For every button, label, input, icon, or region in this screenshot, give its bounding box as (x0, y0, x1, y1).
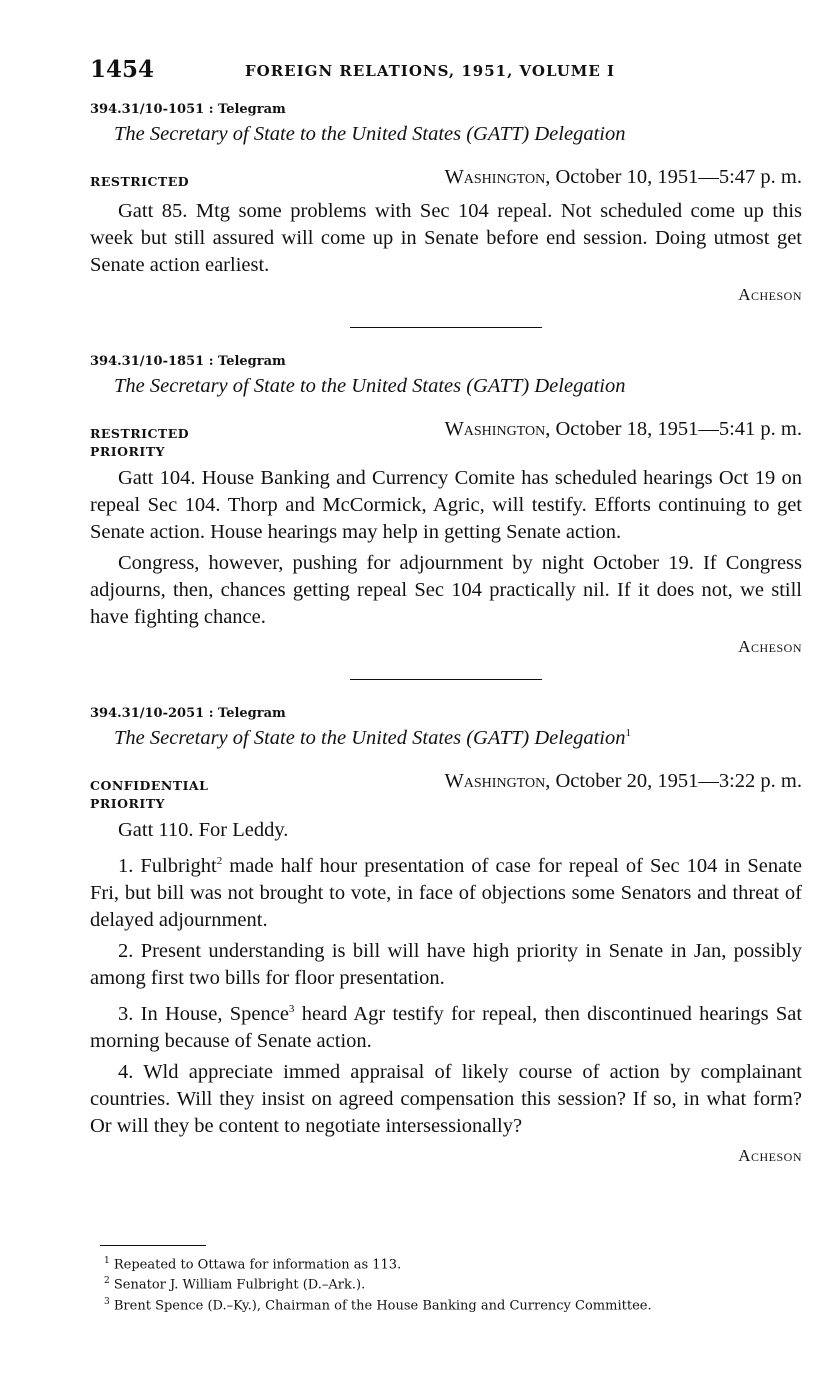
section-divider (350, 679, 542, 680)
footnote-text: Senator J. William Fulbright (D.–Ark.). (113, 1277, 366, 1293)
document-title: The Secretary of State to the United States (GATT) Delegation (114, 123, 626, 145)
document-page (90, 52, 802, 1166)
priority-label: PRIORITY (90, 444, 165, 459)
dateline-place: Washington, (444, 418, 551, 440)
footnote-mark: 3 (104, 1296, 110, 1307)
page-header (90, 52, 802, 92)
classification-label: RESTRICTED (90, 174, 190, 189)
paragraph-lead: 3. In House, Spence (118, 1002, 289, 1025)
section-divider (350, 327, 542, 328)
footnote (98, 1253, 804, 1273)
classification-row (90, 166, 802, 190)
dateline (444, 770, 802, 793)
footnote-marker: 1 (625, 727, 631, 740)
running-head: FOREIGN RELATIONS, 1951, VOLUME I (245, 62, 616, 80)
document-title: The Secretary of State to the United States (GATT) Delegation (114, 727, 626, 749)
classification-label: CONFIDENTIAL (90, 778, 209, 793)
signature: Acheson (738, 285, 802, 304)
footnote (98, 1273, 804, 1293)
paragraph-body: made half hour presentation of case for repeal of Sec 104 in Senate Fri, but bill was not brought to vote, in face of objections some Senators and threat of delayed adjournment. (90, 854, 802, 931)
paragraph-numbered (90, 996, 802, 1055)
telegram-3 (90, 706, 802, 1166)
classification-row (90, 418, 802, 442)
dateline (444, 418, 802, 441)
signature: Acheson (738, 1145, 802, 1165)
paragraph: Congress, however, pushing for adjournment by night October 19. If Congress adjourns, then, chances getting repeal Sec 104 practically nil. If it does not, we still have fighting chance. (90, 552, 802, 628)
priority-label: PRIORITY (90, 796, 165, 811)
document-reference: 394.31/10-1051 : Telegram (90, 102, 286, 117)
paragraph: 2. Present understanding is bill will have high priority in Senate in Jan, possibly among first two bills for floor presentation. (90, 939, 802, 989)
footnote-marker: 3 (288, 1002, 295, 1015)
paragraph: Gatt 110. For Leddy. (118, 819, 289, 841)
document-title-line (114, 727, 802, 750)
footnote (98, 1294, 804, 1314)
paragraph-numbered (90, 848, 802, 934)
paragraph: Gatt 104. House Banking and Currency Comite has scheduled hearings Oct 19 on repeal Sec 104. Thorp and McCormick, Agric, will testify. Efforts continuing to get Senate action. House hearings may help in getting Senate action. (90, 467, 802, 543)
footnote-mark: 2 (104, 1276, 110, 1287)
dateline (444, 166, 802, 189)
paragraph-lead: 1. Fulbright (118, 854, 217, 877)
document-title: The Secretary of State to the United States (GATT) Delegation (114, 375, 626, 397)
paragraph-body: heard Agr testify for repeal, then discontinued hearings Sat morning because of Senate action. (90, 1002, 803, 1052)
footnotes (98, 1253, 804, 1314)
telegram-2 (90, 354, 802, 657)
paragraph: Gatt 85. Mtg some problems with Sec 104 repeal. Not scheduled come up this week but still assured will come up in Senate before end session. Doing utmost get Senate action earliest. (90, 200, 802, 276)
footnote-marker: 2 (216, 855, 223, 867)
footnote-mark: 1 (104, 1256, 110, 1266)
classification-row (90, 770, 802, 794)
dateline-date: October 20, 1951—3:22 p. m. (555, 770, 802, 792)
document-reference: 394.31/10-1851 : Telegram (90, 354, 286, 369)
dateline-date: October 10, 1951—5:47 p. m. (555, 166, 802, 188)
document-reference: 394.31/10-2051 : Telegram (90, 706, 286, 721)
paragraph: 4. Wld appreciate immed appraisal of likely course of action by complainant countries. Will they insist on agreed compensation this session? If so, in what form? Or will they be content to negotiate intersessionally? (90, 1060, 802, 1137)
footnote-rule (100, 1245, 206, 1246)
footnote-text: Repeated to Ottawa for information as 113. (113, 1257, 402, 1273)
page-number: 1454 (90, 56, 155, 83)
dateline-place: Washington, (444, 770, 551, 792)
dateline-place: Washington, (444, 166, 551, 188)
dateline-date: October 18, 1951—5:41 p. m. (555, 418, 802, 440)
footnote-text: Brent Spence (D.–Ky.), Chairman of the House Banking and Currency Committee. (113, 1297, 652, 1313)
signature: Acheson (738, 637, 802, 656)
classification-label: RESTRICTED (90, 426, 190, 441)
telegram-1 (90, 102, 802, 305)
